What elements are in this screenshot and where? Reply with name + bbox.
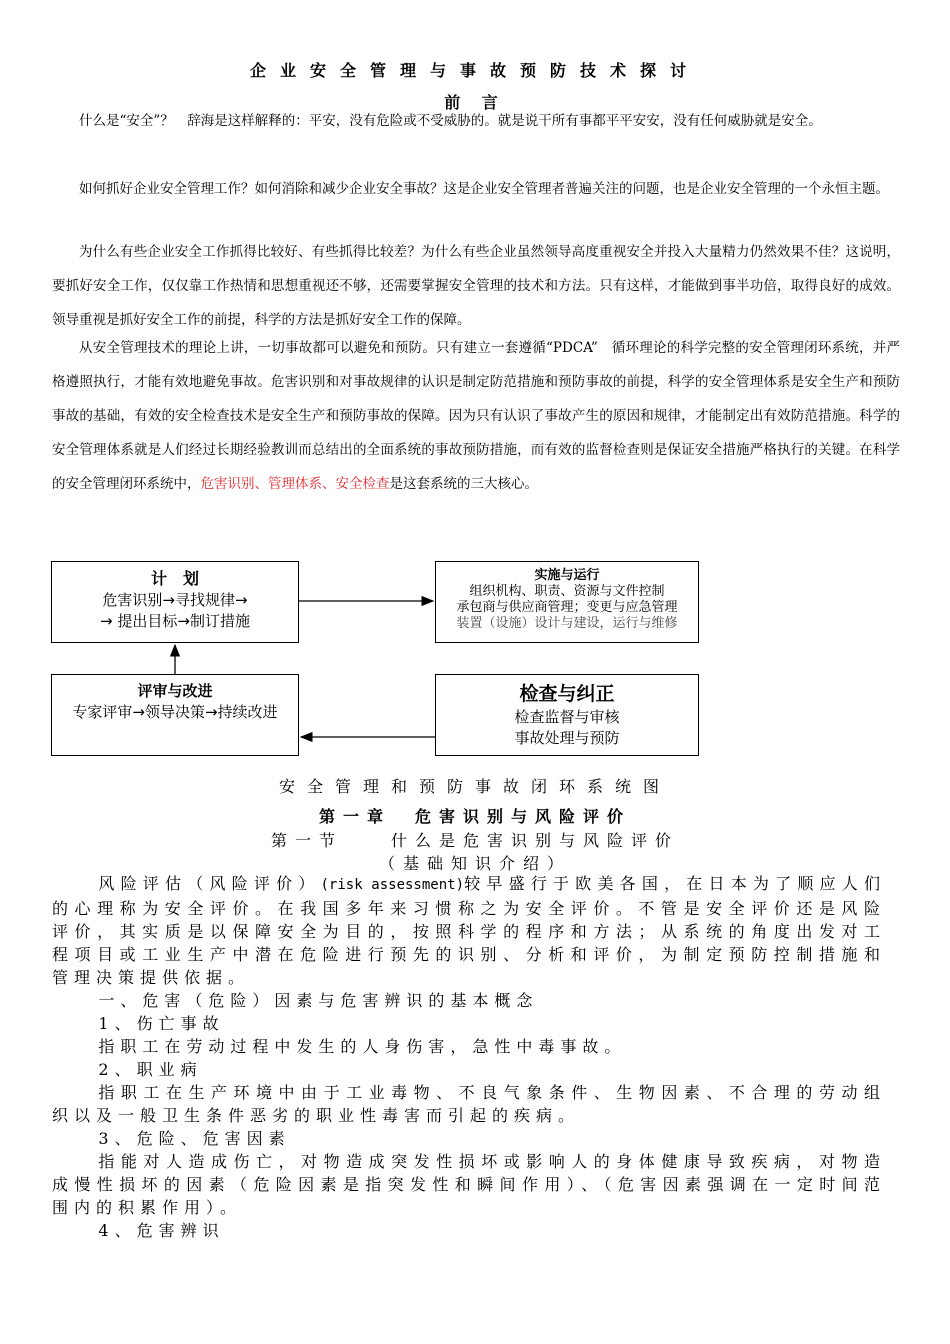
chapter-body [52,872,886,1242]
highlight-core-elements: 危害识别、管理体系、安全检查 [200,476,390,492]
intro-paragraph-3: 为什么有些企业安全工作抓得比较好、有些抓得比较差？为什么有些企业虽然领导高度重视安全并投入大量精力仍然效果不佳？这说明，要抓好安全工作，仅仅靠工作热情和思想重视还不够，还需要掌握安全管理的技术和方法。只有这样，才能做到事半功倍，取得良好的成效。领导重视是抓好安全工作的前提，科学的方法是抓好安全工作的保障。 [52,244,900,328]
basic-knowledge-subtitle: （基础知识介绍） [378,854,571,873]
concept-2-text: 指职工在生产环境中由于工业毒物、不良气象条件、生物因素、不合理的劳动组织以及一般卫生条件恶劣的职业性毒害而引起的疾病。 [52,1083,886,1125]
concept-1-title: 1、伤亡事故 [98,1014,225,1033]
concept-2-title: 2、职业病 [98,1060,203,1079]
review-box: 评审与改进 专家评审→领导决策→持续改进 [51,674,299,756]
concept-1-text: 指职工在劳动过程中发生的人身伤害，急性中毒事故。 [98,1037,627,1056]
section-heading: 第一节 什么是危害识别与风险评价 [270,831,679,850]
preface-heading: 前 言 [444,93,506,112]
concepts-heading: 一、危害（危险）因素与危害辨识的基本概念 [98,991,539,1010]
concept-4-title: 4、危害辨识 [98,1221,225,1240]
diagram-caption: 安全管理和预防事故闭环系统图 [278,777,671,796]
plan-box: 计 划 危害识别→寻找规律→ → 提出目标→制订措施 [51,561,299,643]
chapter-heading: 第一章 危害识别与风险评价 [318,807,631,826]
intro-paragraph-1: 什么是“安全”？ 辞海是这样解释的：平安，没有危险或不受威胁的。就是说干所有事都平平安安，没有任何威胁就是安全。 [79,113,822,129]
concept-3-text: 指能对人造成伤亡，对物造成突发性损坏或影响人的身体健康导致疾病，对物造成慢性损坏的因素（危险因素是指突发性和瞬间作用）、（危害因素强调在一定时间范围内的积累作用）。 [52,1152,886,1217]
risk-assessment-paragraph: 风险评估（风险评价）(risk assessment)较早盛行于欧美各国，在日本为了顺应人们的心理称为安全评价。在我国多年来习惯称之为安全评价。不管是安全评价还是风险评价，其实质是以保障安全为目的，按照科学的程序和方法；从系统的角度出发对工程项目或工业生产中潜在危险进行预先的识别、分析和评价，为制定预防控制措施和管理决策提供依据。 [52,874,886,987]
concept-3-title: 3、危险、危害因素 [98,1129,291,1148]
intro-paragraph-2: 如何抓好企业安全管理工作？如何消除和减少企业安全事故？这是企业安全管理者普遍关注的问题，也是企业安全管理的一个永恒主题。 [79,181,889,197]
check-box: 检查与纠正 检查监督与审核 事故处理与预防 [435,674,699,756]
implement-box: 实施与运行 组织机构、职责、资源与文件控制 承包商与供应商管理；变更与应急管理 装置（设施）设计与建设，运行与维修 [435,561,699,643]
intro-paragraph-4: 从安全管理技术的理论上讲，一切事故都可以避免和预防。只有建立一套遵循“PDCA” 循环理论的科学完整的安全管理闭环系统，并严格遵照执行，才能有效地避免事故。危害识别和对事故规律的认识是制定防范措施和预防事故的前提，科学的安全管理体系是安全生产和预防事故的基础，有效的安全检查技术是安全生产和预防事故的保障。因为只有认识了事故产生的原因和规律，才能制定出有效防范措施。科学的安全管理体系就是人们经过长期经验教训而总结出的全面系统的事故预防措施，而有效的监督检查则是保证安全措施严格执行的关键。在科学的安全管理闭环系统中，危害识别、管理体系、安全检查是这套系统的三大核心。 [52,340,900,492]
document-title: 企业安全管理与事故预防技术探讨 [249,61,700,80]
